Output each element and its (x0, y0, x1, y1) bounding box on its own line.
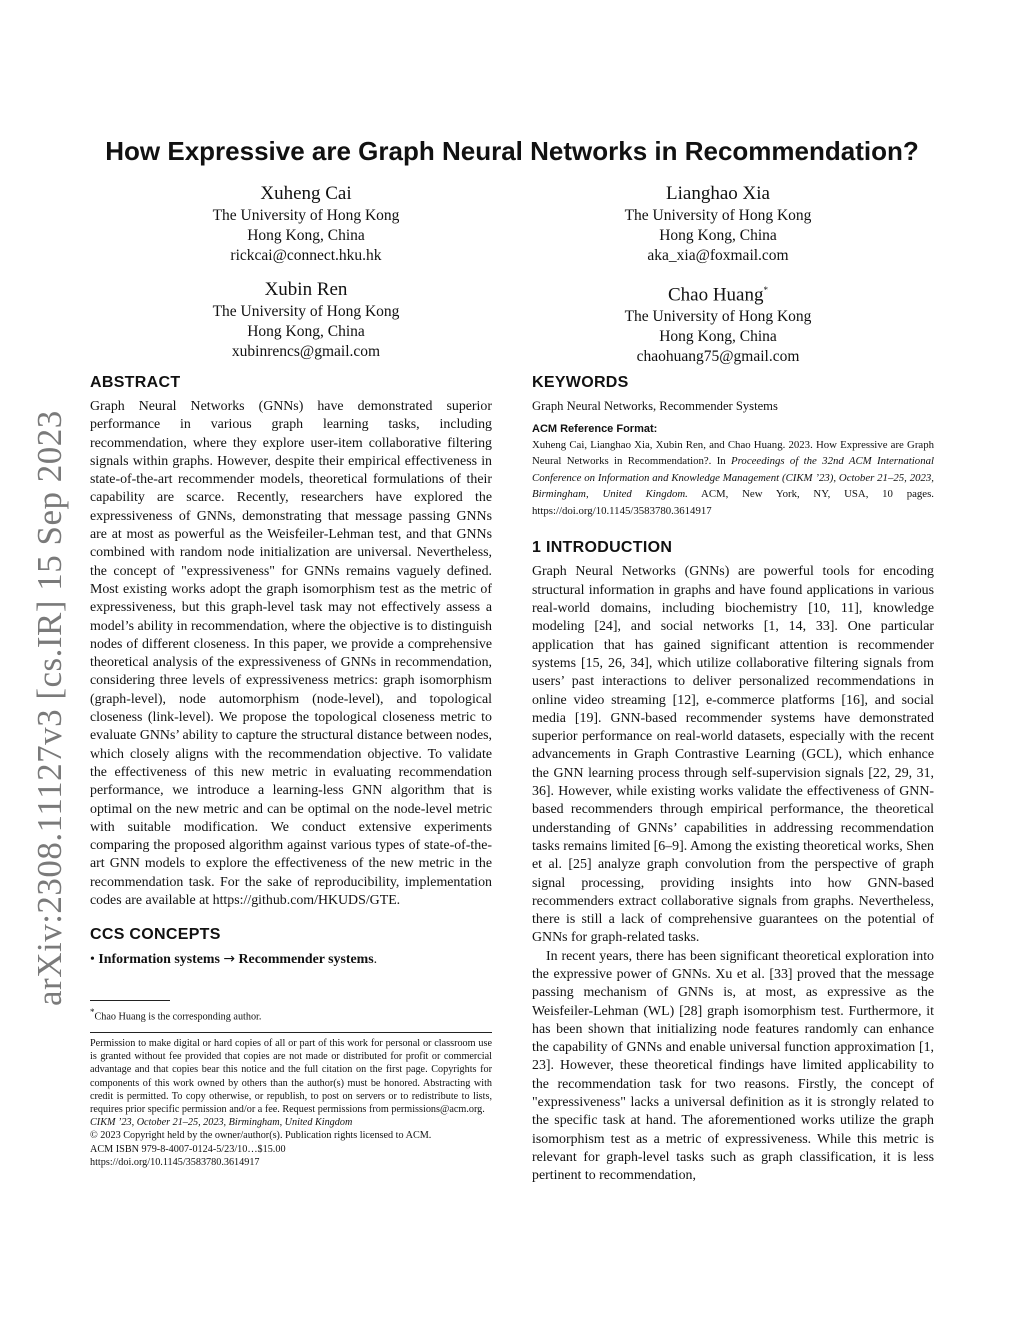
introduction-paragraph: Graph Neural Networks (GNNs) are powerful tools for encoding structural information in graphs and have found applications in various real-world domains, including biochemistry [10, 11], knowledge modeling [24], and social networks [1, 14, 33]. One particular application that has gained significant attention is recommender systems [15, 26, 34], which utilize collaborative filtering signals from users’ past interactions to deliver personalized recommendations in online video streaming [12], e-commerce platforms [16], and social media [19]. GNN-based recommender systems have demonstrated superior performance on real-world datasets, especially with the recent advancements in Graph Contrastive Learning (GCL), which enhance the GNN learning process through self-supervision signals [22, 29, 31, 36]. However, while existing works validate the effectiveness of GNN-based recommenders through empirical performance, the theoretical understanding of GNNs’ capabilities in addressing recommendation tasks remains limited [6–9]. Among the existing theoretical works, Shen et al. [25] analyze graph convolution from the perspective of graph signal processing, providing insights into how GNN-based recommenders extract collaborative signals from graphs. Nevertheless, there is still a lack of comprehensive guarantees on the potential of GNNs for graph-related tasks. (532, 564, 934, 946)
author-email[interactable]: aka_xia@foxmail.com (647, 247, 789, 264)
paper-title: How Expressive are Graph Neural Networks in Recommendation? (105, 136, 919, 166)
copyright-line: © 2023 Copyright held by the owner/author(s). Publication rights licensed to ACM. (90, 1130, 432, 1142)
reference-text-start: Xuheng Cai, Lianghao Xia, Xubin Ren, and Chao Huang. 2023. How Expressive are Graph Neural Networks in Recommendation?. In (532, 438, 934, 468)
arxiv-identifier: arXiv:2308.11127v3 [cs.IR] 15 Sep 2023 (30, 410, 69, 1006)
abstract-text: Graph Neural Networks (GNNs) have demonstrated superior performance in various graph learning tasks, including recommendation, where they explore user-item collaborative filtering signals within graphs. However, despite their empirical effectiveness in state-of-the-art recommender models, theoretical formulations of their capability are scarce. Recently, researchers have explored the expressiveness of GNNs, demonstrating that message passing GNNs are at most as powerful as the Weisfeiler-Lehman test, and that GNNs combined with random node initialization are universal. Nevertheless, the concept of "expressiveness" for GNNs remains vaguely defined. Most existing works adopt the graph isomorphism test as the metric of expressiveness, but this graph-level task may not effectively assess a model’s ability in recommendation, where the objective is to distinguish nodes of different closeness. In this paper, we provide a comprehensive theoretical analysis of the expressiveness of GNNs in recommendation, considering three levels of expressiveness metrics: graph isomorphism (graph-level), node automorphism (node-level), and topological closeness (link-level). We propose the topological closeness metric to evaluate GNNs’ ability to capture the structural distance between nodes, which closely aligns with the recommendation objective. To validate the effectiveness of this new metric in evaluating recommendation performance, we introduce a learning-less GNN algorithm that is optimal on the new metric and can be optimal on the node-level metric with suitable modification. We conduct extensive experiments comparing the proposed algorithm against various types of state-of-the-art GNN models to explore the effectiveness of the new metric in the recommendation task. For the sake of reproducibility, implementation codes are available at https://github.com/HKUDS/GTE. (90, 399, 492, 909)
left-column (90, 374, 492, 970)
reference-text-end: ACM, New York, NY, USA, 10 pages. https://doi.org/10.1145/3583780.3614917 (532, 488, 934, 517)
author-name: Xubin Ren (264, 279, 348, 300)
introduction-heading: 1 INTRODUCTION (532, 539, 673, 557)
author-affiliation: The University of Hong Kong (212, 207, 400, 224)
author-name: Lianghao Xia (666, 183, 770, 204)
abstract-heading: ABSTRACT (90, 374, 181, 391)
isbn-line: ACM ISBN 979-8-4007-0124-5/23/10…$15.00 (90, 1143, 286, 1155)
ccs-period: . (373, 952, 378, 968)
arrow-icon: → (223, 951, 236, 968)
right-column (532, 374, 934, 1186)
footnote-rule (90, 1000, 170, 1001)
permission-rule (90, 1032, 492, 1033)
author-location: Hong Kong, China (247, 227, 365, 244)
reference-format-text (532, 437, 934, 520)
author-block (96, 182, 516, 266)
corresponding-author-mark: * (763, 285, 768, 295)
footnote (90, 1006, 492, 1024)
author-name: Xuheng Cai (260, 183, 352, 204)
reference-format-heading: ACM Reference Format: (532, 422, 658, 435)
author-name-text: Chao Huang (667, 284, 764, 306)
permission-block (90, 1037, 492, 1169)
footnote-mark: * (90, 1007, 95, 1017)
footnote-text: Chao Huang is the corresponding author. (94, 1011, 262, 1023)
ccs-heading: CCS CONCEPTS (90, 926, 221, 944)
permission-text: Permission to make digital or hard copies of all or part of this work for personal or classroom use is granted without fee provided that copies are not made or distributed for profit or commercial advantage and that copies bear this notice and the full citation on the first page. Copyrights for components of this work owned by others than the author(s) must be honored. Abstracting with credit is permitted. To copy otherwise, or republish, to post on servers or to redistribute to lists, requires prior specific permission and/or a fee. Request permissions from permissions@acm.org. (90, 1038, 492, 1116)
author-affiliation: The University of Hong Kong (624, 207, 812, 224)
ccs-bullet: • (90, 952, 95, 968)
author-affiliation: The University of Hong Kong (212, 303, 400, 320)
ccs-concept: Recommender systems (238, 952, 374, 968)
author-email[interactable]: xubinrencs@gmail.com (231, 343, 381, 360)
author-name (508, 278, 928, 307)
author-email[interactable]: chaohuang75@gmail.com (636, 348, 800, 366)
author-location: Hong Kong, China (659, 227, 777, 244)
author-block (508, 278, 928, 367)
author-block (508, 182, 928, 266)
venue-text: CIKM ’23, October 21–25, 2023, Birmingham, United Kingdom (90, 1117, 353, 1129)
keywords-text: Graph Neural Networks, Recommender Systems (532, 399, 778, 413)
ccs-concept: Information systems (98, 952, 220, 968)
author-location: Hong Kong, China (659, 328, 777, 346)
author-location: Hong Kong, China (247, 323, 365, 340)
introduction-paragraph: In recent years, there has been significant theoretical exploration into the expressive power of GNNs. Xu et al. [33] proved that the message passing mechanism of GNNs is, at most, as expressive as the Weisfeiler-Lehman (WL) [28] graph isomorphism test. Furthermore, it has been shown that initializing node features randomly can enhance the capability of GNNs and enable universal function approximation [1, 23]. However, these theoretical findings have limited applicability to the recommendation task for two reasons. Firstly, the concept of "expressiveness" lacks a universal definition as it is strongly related to the specific task at hand. The aforementioned works utilize the graph isomorphism test as a metric of expressiveness. While this metric is relevant for graph-level tasks such as graph classification, it is less pertinent to recommendation, (532, 948, 934, 1184)
author-email[interactable]: rickcai@connect.hku.hk (230, 247, 382, 264)
author-affiliation: The University of Hong Kong (624, 308, 812, 326)
venue-line (90, 1116, 492, 1129)
ccs-concepts (90, 950, 492, 969)
keywords-heading: KEYWORDS (532, 374, 629, 391)
reference-proceedings: Proceedings of the 32nd ACM International Conference on Information and Knowledge Management (CIKM ’23), October 21–25, 2023, Birmingham, United Kingdom. (532, 455, 934, 501)
author-block (96, 278, 516, 362)
doi-link[interactable]: https://doi.org/10.1145/3583780.3614917 (90, 1156, 260, 1168)
